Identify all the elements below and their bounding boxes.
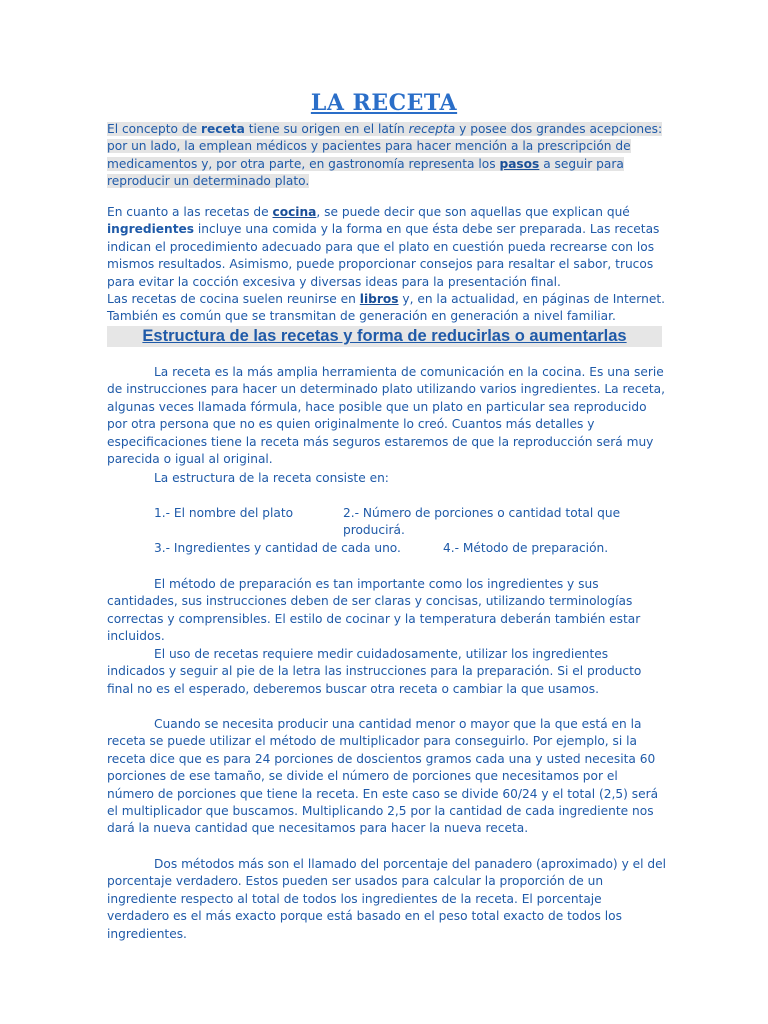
para-text: y, en la actualidad, en páginas de Internet. También es común que se transmitan de generación en generación a nivel familiar. xyxy=(107,292,665,324)
para-text: Las recetas de cocina suelen reunirse en xyxy=(107,292,360,307)
multiplicador-paragraph: Cuando se necesita producir una cantidad menor o mayor que la que está en la receta se puede utilizar el método de multiplicador para conseguirlo. Por ejemplo, si la receta dice que es para 24 porciones de doscientos gramos cada una y usted necesita 60 porciones de ese tamaño, se divide el número de porciones que necesitamos por el número de porciones que tiene la receta. En este caso se divide 60/24 y el total (2,5) será el multiplicador que buscamos. Multiplicando 2,5 por la cantidad de cada ingrediente nos dará la nueva cantidad que necesitamos para hacer la nueva receta. xyxy=(107,717,659,836)
porcentaje-paragraph: Dos métodos más son el llamado del porcentaje del panadero (aproximado) y el del porcentaje verdadero. Estos pueden ser usados para calcular la proporción de un ingrediente respecto al total de todos los ingredientes de la receta. El porcentaje verdadero es el más exacto porque está basado en el peso total exacto de todos los ingredientes. xyxy=(107,857,667,941)
para-text: En cuanto a las recetas de xyxy=(107,205,273,219)
page-title: LA RECETA xyxy=(310,90,458,116)
link-cocina[interactable]: cocina xyxy=(272,205,317,219)
term-receta: receta xyxy=(201,122,245,136)
intro-text: y posee dos grandes acepciones: por un lado, la emplean médicos y pacientes para hacer mención a la prescripción de medicamentos y, por otra parte, en gastronomía representa los xyxy=(107,122,663,171)
link-libros[interactable]: libros xyxy=(359,292,399,307)
uso-paragraph: El uso de recetas requiere medir cuidadosamente, utilizar los ingredientes indicados y seguir al pie de la letra las instrucciones para la preparación. Si el producto final no es el esperado, deberemos buscar otra receta o cambiar la que usamos. xyxy=(107,647,642,696)
cocina-paragraph xyxy=(107,204,667,326)
section-heading: Estructura de las recetas y forma de reducirlas o aumentarlas xyxy=(107,326,662,347)
list-item-3: 3.- Ingredientes y cantidad de cada uno. xyxy=(154,541,401,555)
list-item-4: 4.- Método de preparación. xyxy=(443,541,609,555)
para-text: incluye una comida y la forma en que ésta debe ser preparada. Las recetas indican el procedimiento adecuado para que el plato en cuestión pueda recrearse con los mismos resultados. Asimismo, puede proporcionar consejos para resaltar el sabor, trucos para evitar la cocción excesiva y diversas ideas para la presentación final. xyxy=(107,222,660,289)
link-ingredientes[interactable]: ingredientes xyxy=(107,222,195,237)
receta-paragraph: La receta es la más amplia herramienta de comunicación en la cocina. Es una serie de instrucciones para hacer un determinado plato utilizando varios ingredientes. La receta, algunas veces llamada fórmula, hace posible que un plato en particular sea reproducido por otra persona que no es quien originalmente lo creó. Cuantos más detalles y especificaciones tiene la receta más seguros estaremos de que la reproducción será muy parecida o igual al original. xyxy=(107,365,666,467)
intro-text: El concepto de xyxy=(107,122,201,136)
metodo-paragraph: El método de preparación es tan importante como los ingredientes y sus cantidades, sus instrucciones deben de ser claras y concisas, utilizando terminologías correctas y comprensibles. El estilo de cocinar y la temperatura deberán también estar incluidos. xyxy=(107,577,641,644)
estructura-intro: La estructura de la receta consiste en: xyxy=(154,471,389,485)
intro-text: tiene su origen en el latín xyxy=(244,122,409,136)
intro-paragraph xyxy=(107,121,667,191)
link-pasos[interactable]: pasos xyxy=(499,156,540,171)
list-item-1: 1.- El nombre del plato xyxy=(154,506,294,520)
intro-text: a seguir para reproducir un determinado plato. xyxy=(107,156,624,189)
term-recepta: recepta xyxy=(408,122,456,136)
intro-highlight xyxy=(107,122,662,188)
list-item-2: 2.- Número de porciones o cantidad total que producirá. xyxy=(343,506,621,538)
para-text: , se puede decir que son aquellas que explican qué xyxy=(316,205,630,219)
